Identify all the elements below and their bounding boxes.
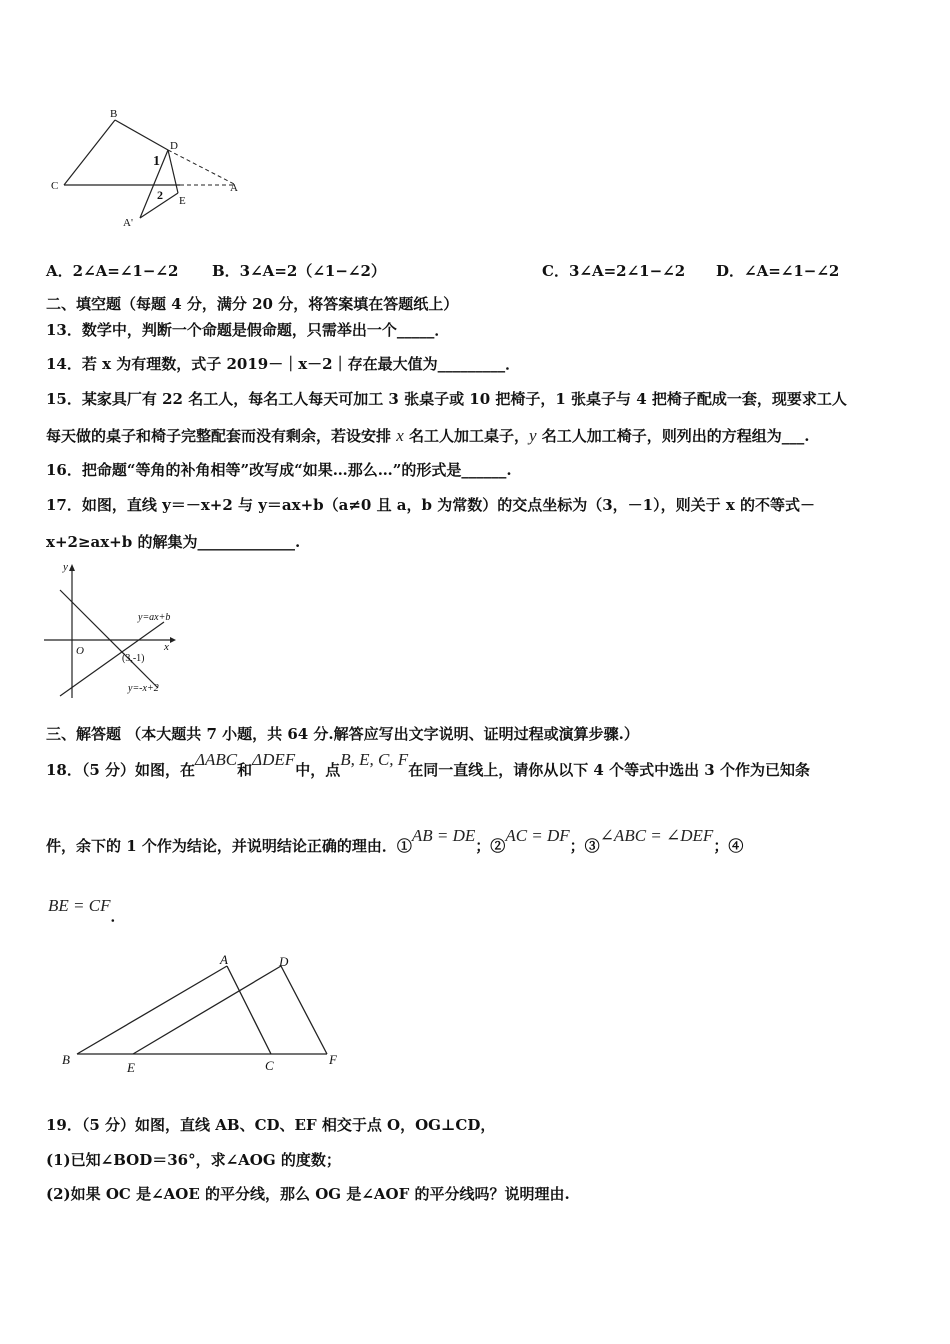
section3-heading: 三、解答题 （本大题共 7 小题，共 64 分.解答应写出文字说明、证明过程或演算步骤.） [46, 725, 639, 743]
q16-text: 16．把命题“等角的补角相等”改写成“如果…那么…”的形式是______. [46, 461, 512, 479]
q19-part2: (2)如果 OC 是∠AOE 的平分线，那么 OG 是∠AOF 的平分线吗？说明理由. [46, 1185, 570, 1203]
fig1-label-a-prime: A' [123, 217, 133, 229]
figure-two-triangles [55, 948, 355, 1078]
q12-option-c: C．3∠A=2∠1−∠2 [542, 262, 686, 280]
figure-triangle-fold-svg [40, 105, 250, 230]
q13-text: 13．数学中，判断一个命题是假命题，只需举出一个_____． [46, 321, 450, 339]
q18-line3 [48, 896, 126, 926]
q19-part1: (1)已知∠BOD＝36°，求∠AOG 的度数； [46, 1151, 341, 1169]
fig1-label-angle2: 2 [157, 188, 163, 202]
fig2-label-y: y [63, 561, 68, 573]
fig3-label-c: C [265, 1058, 274, 1073]
q18-part5: 件，余下的 1 个作为结论，并说明结论正确的理由．① [46, 837, 412, 855]
q18-sep-3: ；③ [569, 837, 600, 855]
q14-text: 14．若 x 为有理数，式子 2019－｜x－2｜存在最大值为_________． [46, 355, 521, 373]
q12-option-d: D．∠A=∠1−∠2 [716, 262, 840, 280]
q18-sep-4: ；④ [713, 837, 744, 855]
q15-line2 [46, 426, 810, 446]
fig1-label-d: D [170, 140, 178, 152]
q18-line2 [46, 826, 744, 856]
fig1-label-e: E [179, 195, 186, 207]
q18-part4: 在同一直线上，请你从以下 4 个等式中选出 3 个作为已知条 [408, 761, 810, 779]
q18-cond-4: BE = CF [48, 896, 111, 915]
q15-var-y: y [529, 426, 537, 445]
q19-line1: 19．（5 分）如图，直线 AB、CD、EF 相交于点 O，OG⊥CD， [46, 1116, 496, 1134]
q18-cond-3: ∠ABC = ∠DEF [599, 826, 714, 845]
fig2-label-intersection: (3,-1) [122, 653, 145, 664]
fig2-label-line-axb: y=ax+b [138, 612, 171, 623]
q18-part3: 中，点 [295, 761, 341, 779]
q17-line1: 17．如图，直线 y＝－x+2 与 y＝ax+b（a≠0 且 a，b 为常数）的交点坐标为（3，－1），则关于 x 的不等式－ [46, 496, 816, 514]
q18-part2: 和 [237, 761, 253, 779]
q18-math-def: ΔDEF [252, 750, 296, 769]
fig1-label-c: C [51, 180, 59, 192]
fig3-label-e: E [127, 1060, 135, 1075]
q12-option-a: A．2∠A=∠1−∠2 [46, 262, 179, 280]
section2-heading: 二、填空题（每题 4 分，满分 20 分，将答案填在答题纸上） [46, 295, 459, 313]
figure-two-triangles-svg [55, 948, 355, 1078]
fig1-label-b: B [110, 108, 118, 120]
q17-line2: x+2≥ax+b 的解集为_____________. [46, 533, 301, 551]
fig1-label-a: A [230, 182, 238, 194]
q18-cond-1: AB = DE [411, 826, 476, 845]
q15-line2-c: 名工人加工椅子，则列出的方程组为___. [536, 427, 810, 445]
fig2-label-origin: O [76, 645, 84, 657]
figure-linear-functions-svg [40, 558, 200, 703]
q18-math-points: B, E, C, F [340, 750, 409, 769]
q18-line1 [46, 750, 810, 780]
q18-part1: 18．（5 分）如图，在 [46, 761, 196, 779]
fig3-label-a: A [220, 952, 228, 967]
q15-line2-b: 名工人加工桌子， [403, 427, 530, 445]
q18-cond-2: AC = DF [505, 826, 570, 845]
fig3-label-f: F [329, 1052, 337, 1067]
q12-option-b: B．3∠A=2（∠1−∠2） [212, 262, 386, 280]
q18-sep-2: ；② [475, 837, 506, 855]
fig2-label-line-neg-x: y=-x+2 [128, 683, 159, 694]
fig2-label-x: x [164, 641, 169, 653]
q15-line2-a: 每天做的桌子和椅子完整配套而没有剩余，若设安排 [46, 427, 397, 445]
q18-math-abc: ΔABC [195, 750, 238, 769]
fig3-label-b: B [62, 1052, 70, 1067]
figure-triangle-fold [40, 105, 250, 230]
fig1-label-angle1: 1 [153, 154, 160, 169]
q18-end: ． [110, 907, 126, 925]
q15-line1: 15．某家具厂有 22 名工人，每名工人每天可加工 3 张桌子或 10 把椅子，1 张桌子与 4 把椅子配成一套，现要求工人 [46, 390, 847, 408]
q15-var-x: x [396, 426, 404, 445]
figure-linear-functions [40, 558, 200, 703]
fig3-label-d: D [279, 954, 289, 969]
